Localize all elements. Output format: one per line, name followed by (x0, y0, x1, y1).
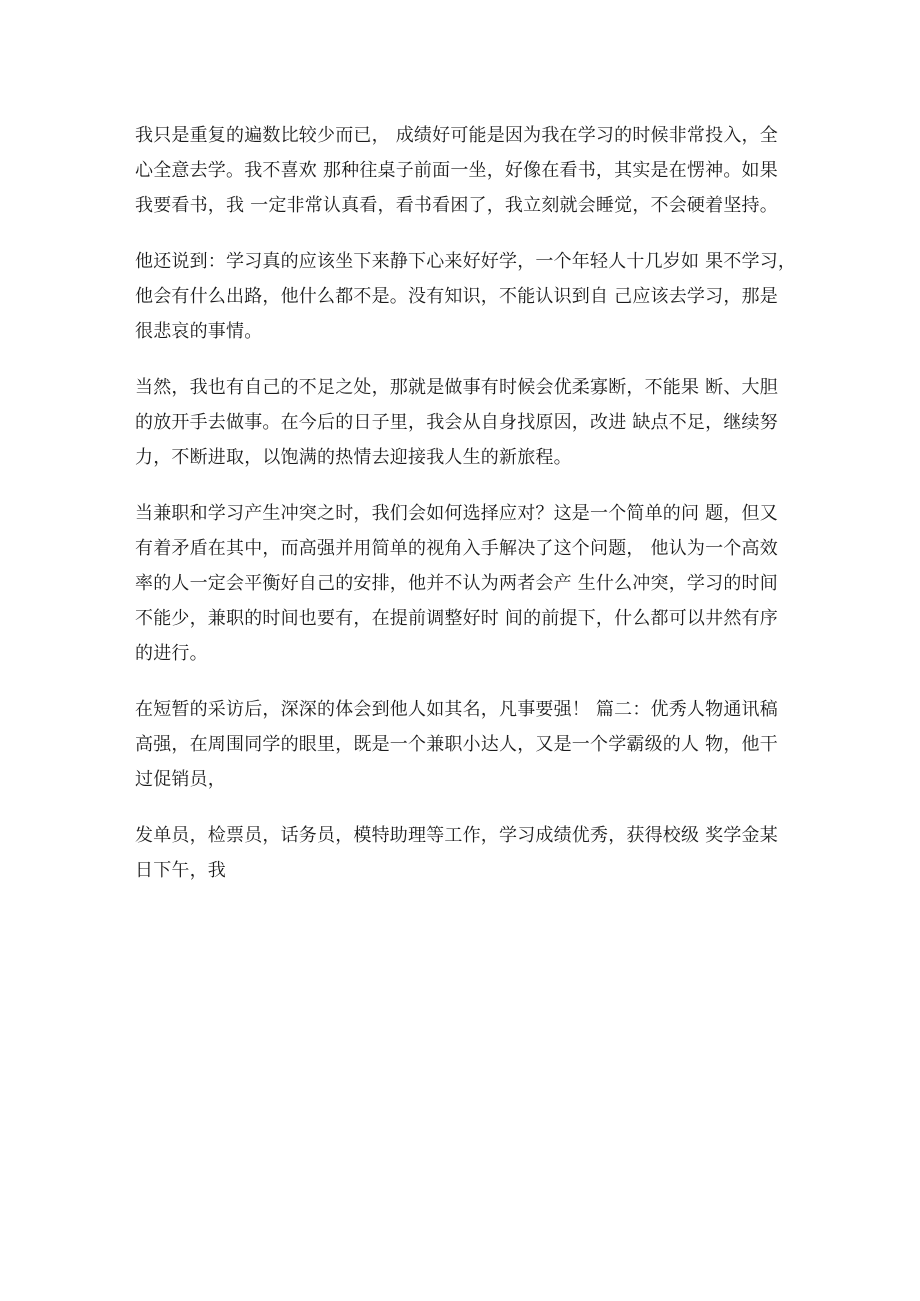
text-line: 力，不断进取，以饱满的热情去迎接我人生的新旅程。 (135, 447, 572, 468)
paragraph-1 (135, 118, 800, 223)
text-line: 他会有什么出路，他什么都不是。没有知识，不能认识到自 己应该去学习，那是 (135, 286, 778, 307)
paragraph-6 (135, 818, 800, 888)
text-line: 我只是重复的遍数比较少而已， 成绩好可能是因为我在学习的时候非常投入，全 (135, 125, 778, 146)
text-line: 不能少，兼职的时间也要有，在提前调整好时 间的前提下，什么都可以井然有序 (135, 608, 778, 629)
text-line: 当然，我也有自己的不足之处，那就是做事有时候会优柔寡断，不能果 断、大胆 (135, 377, 778, 398)
text-line: 率的人一定会平衡好自己的安排，他并不认为两者会产 生什么冲突，学习的时间 (135, 573, 778, 594)
paragraph-3 (135, 370, 800, 475)
text-line: 的放开手去做事。在今后的日子里，我会从自身找原因，改进 缺点不足，继续努 (135, 412, 778, 433)
text-line: 当兼职和学习产生冲突之时，我们会如何选择应对？这是一个简单的问 题，但又 (135, 503, 778, 524)
text-line: 他还说到：学习真的应该坐下来静下心来好好学，一个年轻人十几岁如 果不学习， (135, 251, 797, 272)
paragraph-2 (135, 244, 800, 349)
text-line: 心全意去学。我不喜欢 那种往桌子前面一坐，好像在看书，其实是在愣神。如果 (135, 160, 778, 181)
document-body (135, 118, 800, 909)
text-line: 有着矛盾在其中，而高强并用简单的视角入手解决了这个问题， 他认为一个高效 (135, 538, 778, 559)
paragraph-5 (135, 692, 800, 797)
text-line: 很悲哀的事情。 (135, 321, 263, 342)
text-line: 高强，在周围同学的眼里，既是一个兼职小达人，又是一个学霸级的人 物，他干 (135, 734, 778, 755)
text-line: 发单员，检票员，话务员，模特助理等工作，学习成绩优秀，获得校级 奖学金某 (135, 825, 778, 846)
text-line: 过促销员， (135, 769, 226, 790)
text-line: 日下午，我 (135, 860, 226, 881)
paragraph-4 (135, 496, 800, 671)
text-line: 的进行。 (135, 643, 208, 664)
text-line: 我要看书，我 一定非常认真看，看书看困了，我立刻就会睡觉，不会硬着坚持。 (135, 195, 778, 216)
text-line: 在短暂的采访后，深深的体会到他人如其名，凡事要强！ 篇二：优秀人物通讯稿 (135, 699, 778, 720)
